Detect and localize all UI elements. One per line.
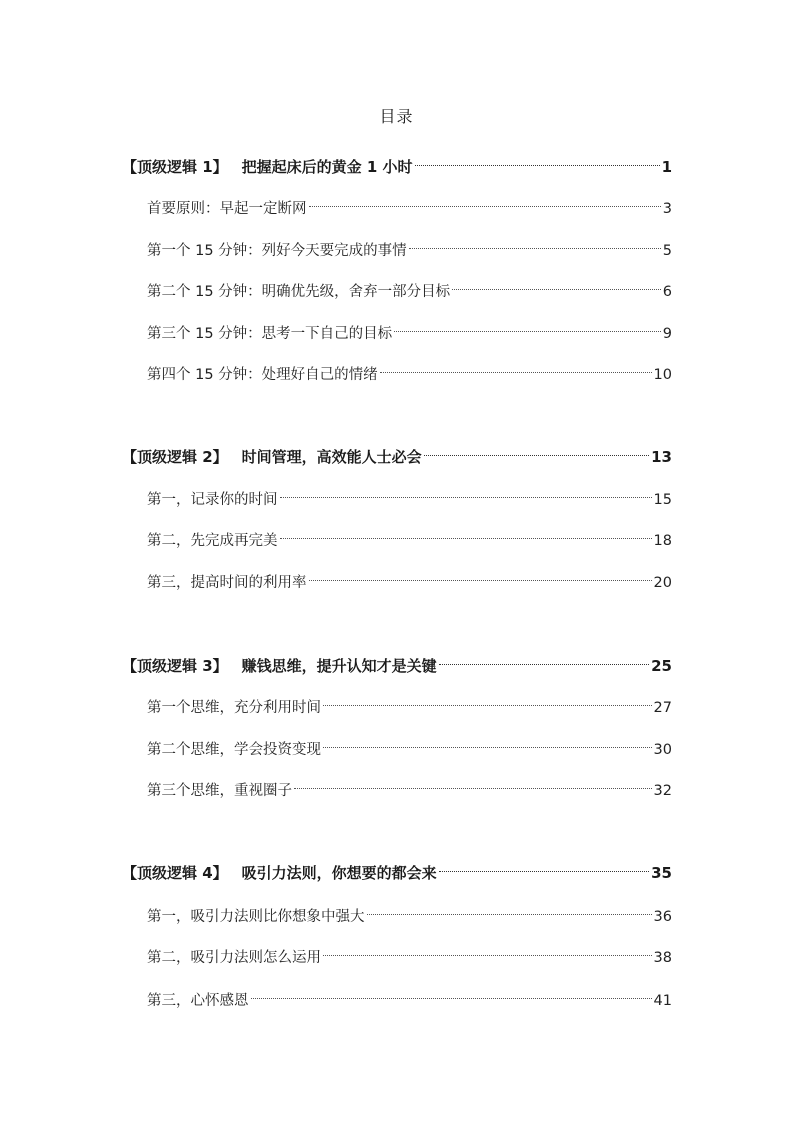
chapter-tag: 【顶级逻辑 2】 — [122, 448, 228, 466]
chapter-title: 把握起床后的黄金 1 小时 — [241, 158, 413, 176]
toc-section[interactable] — [147, 563, 672, 591]
dot-leader — [415, 148, 660, 172]
section-title: 第三，提高时间的利用率 — [147, 575, 307, 591]
section-title: 第二，吸引力法则怎么运用 — [147, 950, 321, 966]
dot-leader — [452, 272, 661, 296]
toc-section[interactable] — [147, 521, 672, 549]
section-title: 第三，心怀感恩 — [147, 993, 249, 1009]
section-title: 第二个思维，学会投资变现 — [147, 742, 321, 758]
dot-leader — [439, 854, 649, 878]
chapter-tag: 【顶级逻辑 1】 — [122, 158, 228, 176]
page-number: 5 — [662, 243, 672, 259]
toc-section[interactable] — [147, 355, 672, 383]
toc-chapter-4[interactable] — [122, 854, 672, 882]
dot-leader — [309, 563, 652, 587]
page-number: 6 — [662, 284, 672, 300]
dot-leader — [294, 771, 652, 795]
dot-leader — [323, 730, 652, 754]
toc-section[interactable] — [147, 231, 672, 259]
page-number: 9 — [662, 326, 672, 342]
toc-section[interactable] — [147, 981, 672, 1009]
page-number: 1 — [661, 158, 672, 176]
page-number: 10 — [653, 367, 672, 383]
dot-leader — [380, 355, 652, 379]
toc-chapter-2[interactable] — [122, 438, 672, 466]
toc-section[interactable] — [147, 771, 672, 799]
page-number: 15 — [653, 492, 672, 508]
toc-section[interactable] — [147, 897, 672, 925]
dot-leader — [439, 647, 649, 671]
section-title: 首要原则：早起一定断网 — [147, 201, 307, 217]
toc-section[interactable] — [147, 314, 672, 342]
dot-leader — [323, 938, 652, 962]
dot-leader — [280, 521, 652, 545]
section-title: 第一个 15 分钟：列好今天要完成的事情 — [147, 243, 407, 259]
page-number: 38 — [653, 950, 672, 966]
toc-section[interactable] — [147, 688, 672, 716]
section-title: 第二，先完成再完美 — [147, 533, 278, 549]
section-title: 第三个 15 分钟：思考一下自己的目标 — [147, 326, 393, 342]
toc-title: 目录 — [379, 107, 414, 126]
chapter-tag: 【顶级逻辑 3】 — [122, 657, 228, 675]
toc-section[interactable] — [147, 480, 672, 508]
page-number: 13 — [651, 448, 672, 466]
page-number: 35 — [651, 864, 672, 882]
page-number: 25 — [651, 657, 672, 675]
toc-section[interactable] — [147, 730, 672, 758]
chapter-title: 时间管理，高效能人士必会 — [241, 448, 422, 466]
toc-section[interactable] — [147, 272, 672, 300]
page-number: 36 — [653, 909, 672, 925]
page-number: 20 — [653, 575, 672, 591]
section-title: 第三个思维，重视圈子 — [147, 783, 292, 799]
toc-section[interactable] — [147, 189, 672, 217]
toc-chapter-1[interactable] — [122, 148, 672, 176]
section-title: 第二个 15 分钟：明确优先级，舍弃一部分目标 — [147, 284, 451, 300]
page-number: 30 — [653, 742, 672, 758]
dot-leader — [367, 897, 652, 921]
section-title: 第一，记录你的时间 — [147, 492, 278, 508]
section-title: 第一，吸引力法则比你想象中强大 — [147, 909, 365, 925]
dot-leader — [323, 688, 652, 712]
page-number: 41 — [653, 993, 672, 1009]
dot-leader — [309, 189, 661, 213]
page-number: 3 — [662, 201, 672, 217]
section-title: 第四个 15 分钟：处理好自己的情绪 — [147, 367, 378, 383]
chapter-tag: 【顶级逻辑 4】 — [122, 864, 228, 882]
dot-leader — [394, 314, 661, 338]
dot-leader — [280, 480, 652, 504]
dot-leader — [251, 981, 652, 1005]
toc-section[interactable] — [147, 938, 672, 966]
page-number: 18 — [653, 533, 672, 549]
dot-leader — [424, 438, 649, 462]
toc-chapter-3[interactable] — [122, 647, 672, 675]
page-number: 32 — [653, 783, 672, 799]
dot-leader — [409, 231, 661, 255]
section-title: 第一个思维，充分利用时间 — [147, 700, 321, 716]
page-number: 27 — [653, 700, 672, 716]
chapter-title: 吸引力法则，你想要的都会来 — [241, 864, 437, 882]
chapter-title: 赚钱思维，提升认知才是关键 — [241, 657, 437, 675]
